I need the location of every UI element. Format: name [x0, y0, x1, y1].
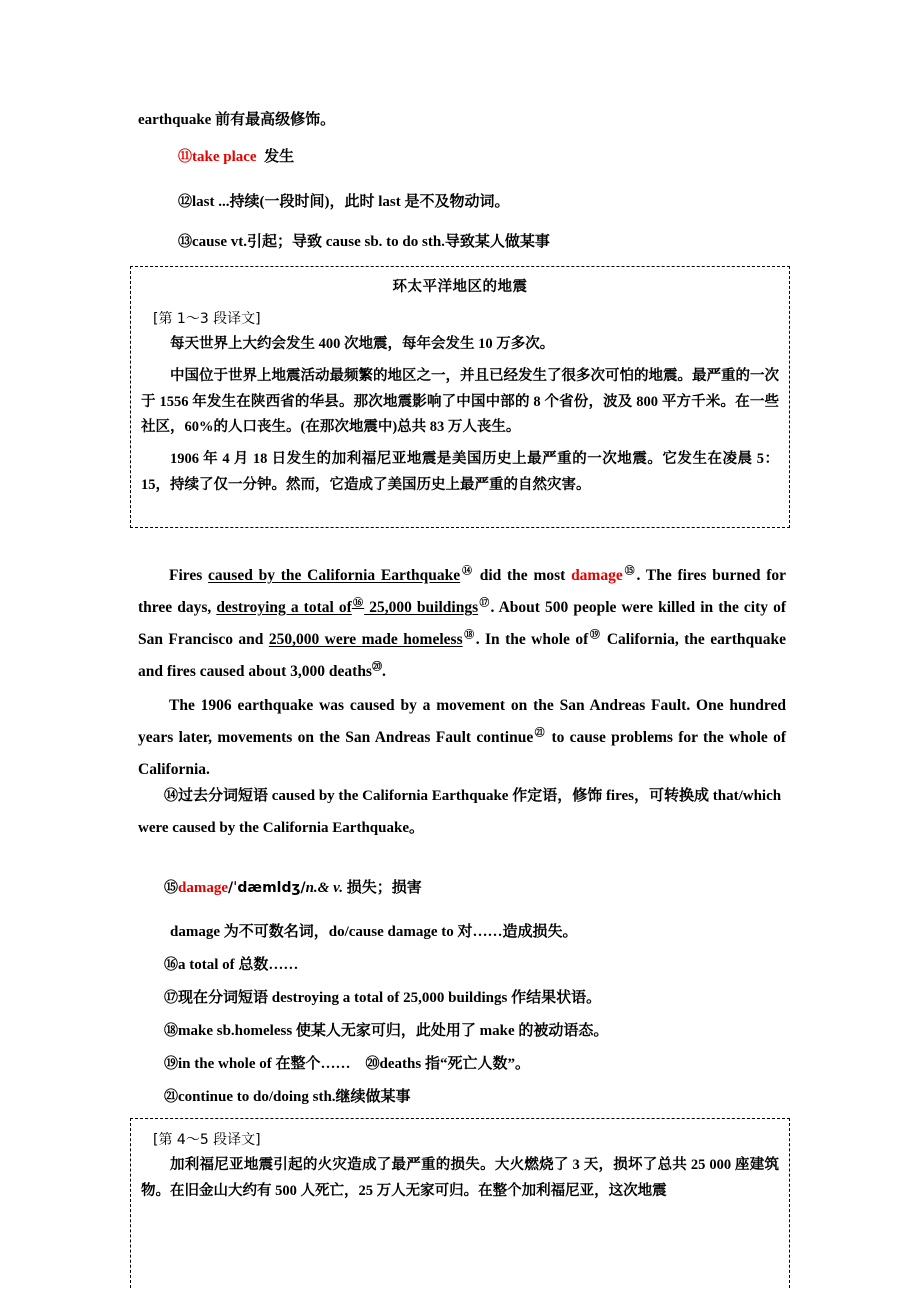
note-text-18: make sb.homeless 使某人无家可归，此处用了 make 的被动语态。 — [178, 1023, 609, 1039]
note-item-21 — [164, 1085, 411, 1106]
text-segment-0: Fires — [169, 567, 209, 584]
note-item-18 — [164, 1019, 608, 1040]
text-segment-15: ⑲ — [588, 630, 602, 641]
text-segment-16: California, the earthquake and fires caused about 3,000 deaths — [138, 631, 787, 681]
english-paragraph-5 — [138, 690, 786, 786]
note-marker-16: ⑯ — [164, 958, 178, 973]
note-item-12 — [178, 193, 510, 212]
note-text-19: in the whole of 在整个…… — [178, 1056, 351, 1072]
note-term-take-place: take place — [192, 149, 257, 165]
note-item-15 — [164, 876, 422, 897]
note-text-21: continue to do/doing sth.继续做某事 — [178, 1089, 411, 1105]
note-phonetic-damage: /ˈdæmldʒ/ — [228, 880, 306, 896]
text-segment-11: . About 500 people were killed in the city of San Francisco and — [138, 599, 786, 649]
note-text-13: cause vt.引起；导致 cause sb. to do sth.导致某人做某事 — [192, 234, 550, 250]
note-item-13 — [178, 233, 550, 252]
text-segment-12: 250,000 were made homeless — [268, 631, 463, 649]
text-segment-13: ⑱ — [462, 630, 476, 641]
note-item-14 — [138, 781, 788, 844]
text-segment-5: ⑮ — [622, 565, 637, 577]
note-marker-11: ⑪ — [178, 150, 192, 165]
text-segment-8: ⑯ — [351, 597, 365, 609]
note-marker-20: ⑳ — [365, 1057, 380, 1072]
text-segment-17: ⑳ — [371, 662, 382, 674]
translation-box-2 — [130, 1118, 790, 1288]
text-segment-14: . In the whole of — [475, 631, 589, 649]
text-segment-7: destroying a total of — [216, 599, 352, 617]
note-marker-14: ⑭ — [164, 789, 178, 804]
note-text-damage-usage: damage 为不可数名词，do/cause damage to 对……造成损失。 — [170, 924, 578, 940]
translation-box-1-para-1: 每天世界上大约会发生 400 次地震，每年会发生 10 万多次。 — [170, 336, 555, 352]
note-marker-13: ⑬ — [178, 235, 192, 250]
note-marker-19: ⑲ — [164, 1057, 178, 1072]
note-item-11 — [178, 148, 294, 167]
text-segment-3: did the most — [473, 567, 572, 584]
translation-box-2-tag: [第 4～5 段译文] — [153, 1132, 261, 1148]
note-marker-15: ⑮ — [164, 881, 178, 896]
note-text-12: last ...持续(一段时间)，此时 last 是不及物动词。 — [192, 194, 510, 210]
note-text-17: 现在分词短语 destroying a total of 25,000 buildings 作结果状语。 — [178, 990, 602, 1006]
translation-box-1-title: 环太平洋地区的地震 — [392, 279, 528, 295]
note-gloss-11: 发生 — [264, 149, 295, 165]
text-segment-2: to cause problems for the whole of California. — [138, 729, 787, 779]
note-pos-damage: n.& v. — [305, 880, 343, 896]
note-marker-12: ⑫ — [178, 195, 192, 210]
note-item-damage-usage — [170, 920, 578, 941]
note-marker-18: ⑱ — [164, 1024, 178, 1039]
note-gloss-damage: 损失；损害 — [346, 880, 422, 896]
note-item-17 — [164, 986, 601, 1007]
note-marker-17: ⑰ — [164, 991, 178, 1006]
text-segment-9: 25,000 buildings — [364, 599, 479, 617]
text-segment-10: ⑰ — [478, 597, 491, 609]
note-text-20: deaths 指“死亡人数”。 — [379, 1056, 530, 1072]
note-term-damage: damage — [178, 880, 228, 896]
text-segment-6: . The fires burned for three days, — [138, 567, 786, 617]
text-segment-0: The 1906 earthquake was caused by a movement on the San Andreas Fault. One hundred years later, movements on the San Andreas Fault continue — [138, 697, 786, 747]
text-segment-1: caused by the California Earthquake — [208, 567, 461, 584]
note-text-14: 过去分词短语 caused by the California Earthquake 作定语，修饰 fires，可转换成 that/which were caused by the California Earthquake。 — [138, 788, 782, 836]
translation-box-1-para-3: 1906 年 4 月 18 日发生的加利福尼亚地震是美国历史上最严重的一次地震。它发生在凌晨 5：15，持续了仅一分钟。然而，它造成了美国历史上最严重的自然灾害。 — [141, 451, 779, 493]
top-note-line: earthquake 前有最高级修饰。 — [138, 112, 336, 128]
note-text-16: a total of 总数…… — [178, 957, 299, 973]
translation-box-1-tag: [第 1～3 段译文] — [153, 311, 261, 327]
note-item-19-20 — [164, 1052, 530, 1073]
text-segment-18: . — [381, 663, 386, 681]
english-paragraph-4 — [138, 560, 786, 688]
translation-box-2-para-1: 加利福尼亚地震引起的火灾造成了最严重的损失。大火燃烧了 3 天，损坏了总共 25 000 座建筑物。在旧金山大约有 500 人死亡，25 万人无家可归。在整个加利福尼亚，这次地震 — [141, 1157, 779, 1199]
translation-box-1-para-2: 中国位于世界上地震活动最频繁的地区之一，并且已经发生了很多次可怕的地震。最严重的一次于 1556 年发生在陕西省的华县。那次地震影响了中国中部的 8 个省份，波及 800 平方千米。在一些社区，60%的人口丧生。(在那次地震中)总共 83 万人丧生。 — [141, 367, 779, 436]
text-segment-1: ㉑ — [533, 727, 547, 739]
text-segment-4: damage — [571, 567, 623, 584]
note-marker-21: ㉑ — [164, 1090, 178, 1105]
note-item-16 — [164, 953, 298, 974]
text-segment-2: ⑭ — [460, 565, 474, 577]
translation-box-1 — [130, 266, 790, 528]
